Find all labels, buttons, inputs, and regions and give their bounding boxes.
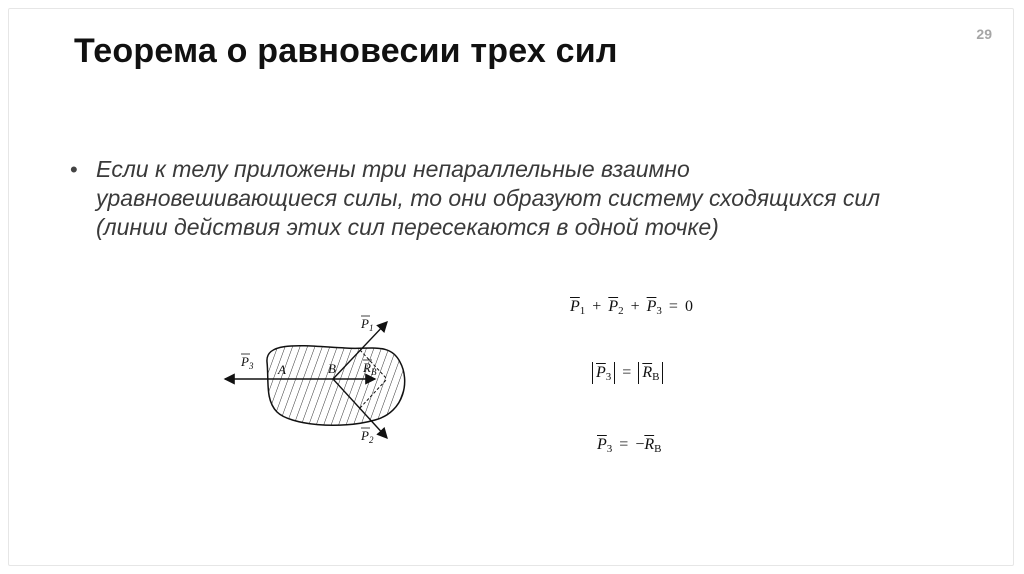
three-forces-diagram [205, 300, 435, 460]
slide-frame [8, 8, 1014, 566]
label-b: B [328, 361, 336, 376]
formula-sum-zero: $\overline{P}_1 + \overline{P}_2 + \overline{P}_3 = 0$ [570, 298, 693, 317]
label-p3: $P_3$ [241, 354, 254, 371]
label-rb: $R_B$ [363, 360, 377, 377]
label-p2: $P_2$ [361, 428, 374, 445]
label-a: A [278, 362, 286, 377]
bullet-marker: • [70, 157, 78, 182]
bullet-text: Если к телу приложены три непараллельные взаимно уравновешивающиеся силы, то они образуют систему сходящихся сил (линии действия этих сил пересекаются в одной точке) [96, 156, 881, 240]
slide-title: Теорема о равновесии трех сил [74, 32, 618, 70]
body-shape [267, 346, 405, 426]
formula-vector-equal: $\overline{P}_3 = -\overline{R}_B$ [597, 436, 662, 455]
formula-magnitude: $\overline{P}_3 = \overline{R}_B$ [592, 362, 663, 384]
bullet-item [70, 155, 900, 242]
label-p1: $P_1$ [361, 316, 374, 333]
page-number: 29 [976, 26, 992, 42]
